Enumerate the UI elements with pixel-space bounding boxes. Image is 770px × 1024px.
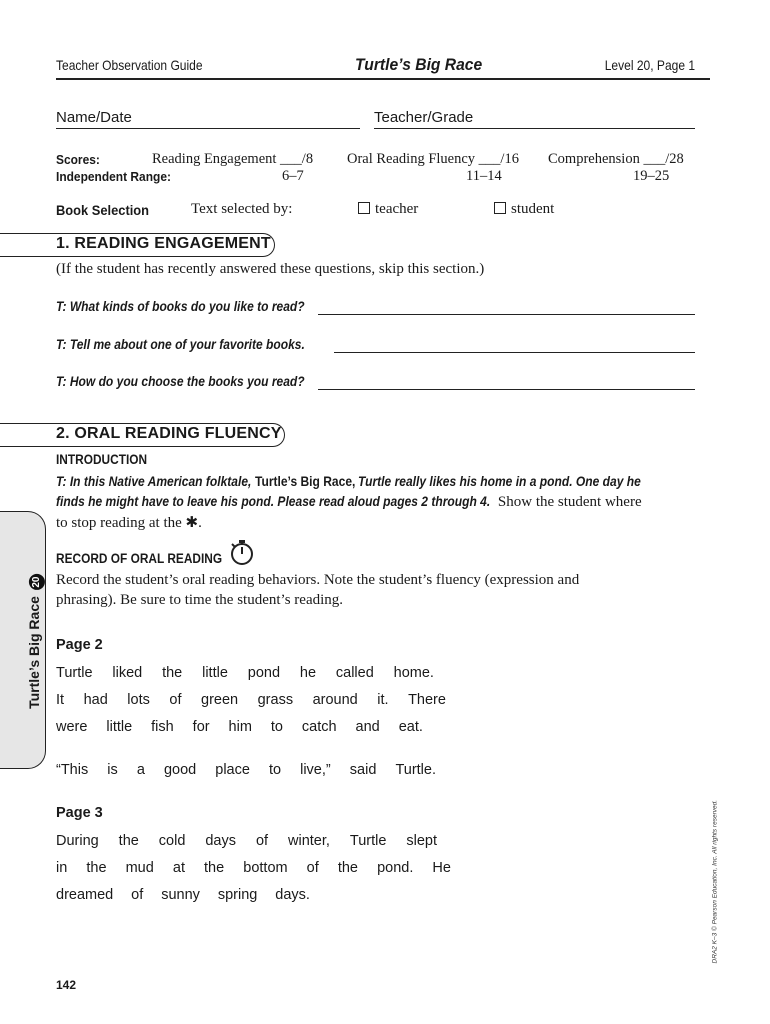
- question-2: T: Tell me about one of your favorite books.: [56, 336, 305, 352]
- record-heading: RECORD OF ORAL READING: [56, 551, 223, 566]
- student-checkbox[interactable]: [494, 202, 506, 214]
- word: him: [228, 719, 252, 735]
- comprehension-score: Comprehension ___/28: [548, 151, 684, 167]
- word: the: [86, 860, 107, 876]
- engagement-score: Reading Engagement ___/8: [152, 151, 314, 167]
- word: in: [56, 860, 68, 876]
- word: catch: [301, 719, 337, 735]
- word: lots: [127, 692, 150, 708]
- word: a: [136, 762, 145, 778]
- word: eat.: [398, 719, 423, 735]
- word: and: [355, 719, 380, 735]
- word: Turtle: [349, 833, 387, 849]
- header-rule: [56, 78, 710, 80]
- word: the: [162, 665, 183, 681]
- engagement-range: 6–7: [282, 168, 304, 184]
- word: dreamed: [56, 887, 114, 903]
- word: he: [299, 665, 317, 681]
- page-2-label: Page 2: [56, 637, 103, 653]
- word: were: [56, 719, 88, 735]
- record-line-1: Record the student’s oral reading behaviors. Note the student’s fluency (expression and: [56, 572, 580, 588]
- word: It: [56, 692, 65, 708]
- word: liked: [112, 665, 143, 681]
- word: for: [192, 719, 210, 735]
- intro-line-3: to stop reading at the ✱.: [56, 515, 202, 531]
- page-number: 142: [56, 978, 77, 992]
- level-page-label: Level 20, Page 1: [604, 57, 695, 73]
- word: of: [255, 833, 269, 849]
- word: bottom: [243, 860, 288, 876]
- intro-line-2: [56, 493, 716, 511]
- intro-line-1: [56, 473, 706, 491]
- fluency-score: Oral Reading Fluency ___/16: [347, 151, 519, 167]
- word: of: [306, 860, 319, 876]
- page-3-label: Page 3: [56, 805, 103, 821]
- section-1-note: (If the student has recently answered these questions, skip this section.): [56, 261, 485, 277]
- word: live,”: [300, 762, 331, 778]
- word: He: [432, 860, 451, 876]
- word: grass: [257, 692, 294, 708]
- passage-line: [56, 665, 434, 681]
- word: place: [215, 762, 250, 778]
- independent-range-label: Independent Range:: [56, 169, 171, 184]
- word: the: [118, 833, 139, 849]
- word: had: [83, 692, 108, 708]
- word: to: [268, 762, 282, 778]
- side-tab-label: [26, 574, 45, 709]
- word: around: [312, 692, 358, 708]
- level-badge: 20: [29, 574, 45, 590]
- word: spring: [217, 887, 258, 903]
- answer-line-2[interactable]: [334, 352, 695, 353]
- word: little: [202, 665, 228, 681]
- word: days.: [275, 887, 310, 903]
- intro-text-c: Turtle really likes his home in a pond. One day he: [357, 473, 641, 489]
- question-1: T: What kinds of books do you like to read?: [56, 298, 305, 314]
- word: said: [349, 762, 377, 778]
- word: winter,: [288, 833, 330, 849]
- name-date-label: Name/Date: [56, 109, 132, 126]
- word: home.: [393, 665, 434, 681]
- word: the: [337, 860, 358, 876]
- book-selection-label: Book Selection: [56, 202, 150, 218]
- stopwatch-icon: [227, 537, 255, 567]
- word: sunny: [161, 887, 200, 903]
- teacher-option[interactable]: teacher: [358, 201, 418, 218]
- word: of: [131, 887, 144, 903]
- record-line-2: phrasing). Be sure to time the student’s reading.: [56, 592, 344, 608]
- text-selected-by-label: Text selected by:: [191, 201, 293, 217]
- intro-text-a: T: In this Native American folktale,: [56, 473, 252, 489]
- word: pond: [247, 665, 281, 681]
- word: Turtle.: [395, 762, 436, 778]
- question-3: T: How do you choose the books you read?: [56, 373, 305, 389]
- scores-label: Scores:: [56, 152, 100, 167]
- passage-line: [56, 860, 451, 876]
- section-1-title: 1. READING ENGAGEMENT: [56, 235, 271, 252]
- word: of: [169, 692, 182, 708]
- word: Turtle: [56, 665, 93, 681]
- section-2-title: 2. ORAL READING FLUENCY: [56, 425, 282, 442]
- guide-label: Teacher Observation Guide: [56, 57, 203, 73]
- name-date-line[interactable]: [56, 128, 360, 129]
- teacher-grade-label: Teacher/Grade: [374, 109, 474, 126]
- word: green: [201, 692, 239, 708]
- word: at: [172, 860, 185, 876]
- word: pond.: [377, 860, 414, 876]
- word: During: [56, 833, 99, 849]
- book-title-inline: Turtle’s Big Race,: [255, 473, 356, 489]
- word: the: [204, 860, 225, 876]
- answer-line-3[interactable]: [318, 389, 695, 390]
- answer-line-1[interactable]: [318, 314, 695, 315]
- word: to: [270, 719, 283, 735]
- word: cold: [158, 833, 186, 849]
- word: days: [205, 833, 236, 849]
- word: good: [163, 762, 197, 778]
- teacher-grade-line[interactable]: [374, 128, 695, 129]
- passage-line: [56, 762, 436, 778]
- fluency-range: 11–14: [466, 168, 502, 184]
- intro-text-d: finds he might have to leave his pond. Please read aloud pages 2 through 4.: [56, 493, 491, 509]
- passage-line: [56, 833, 437, 849]
- word: mud: [125, 860, 154, 876]
- copyright-notice: DRA2 K–3 © Pearson Education, Inc. All rights reserved.: [711, 799, 719, 964]
- intro-text-e: Show the student where: [497, 494, 642, 510]
- word: little: [106, 719, 133, 735]
- side-tab-title: Turtle’s Big Race: [25, 596, 42, 709]
- passage-line: [56, 692, 446, 708]
- introduction-heading: INTRODUCTION: [56, 452, 148, 467]
- word: There: [408, 692, 446, 708]
- teacher-checkbox[interactable]: [358, 202, 370, 214]
- word: fish: [151, 719, 174, 735]
- document-title: Turtle’s Big Race: [355, 55, 483, 74]
- student-option[interactable]: student: [494, 201, 554, 218]
- passage-line: [56, 887, 310, 903]
- word: called: [335, 665, 374, 681]
- passage-line: [56, 719, 423, 735]
- word: is: [107, 762, 118, 778]
- comprehension-range: 19–25: [633, 168, 670, 184]
- word: slept: [406, 833, 437, 849]
- word: “This: [56, 762, 89, 778]
- word: it.: [377, 692, 389, 708]
